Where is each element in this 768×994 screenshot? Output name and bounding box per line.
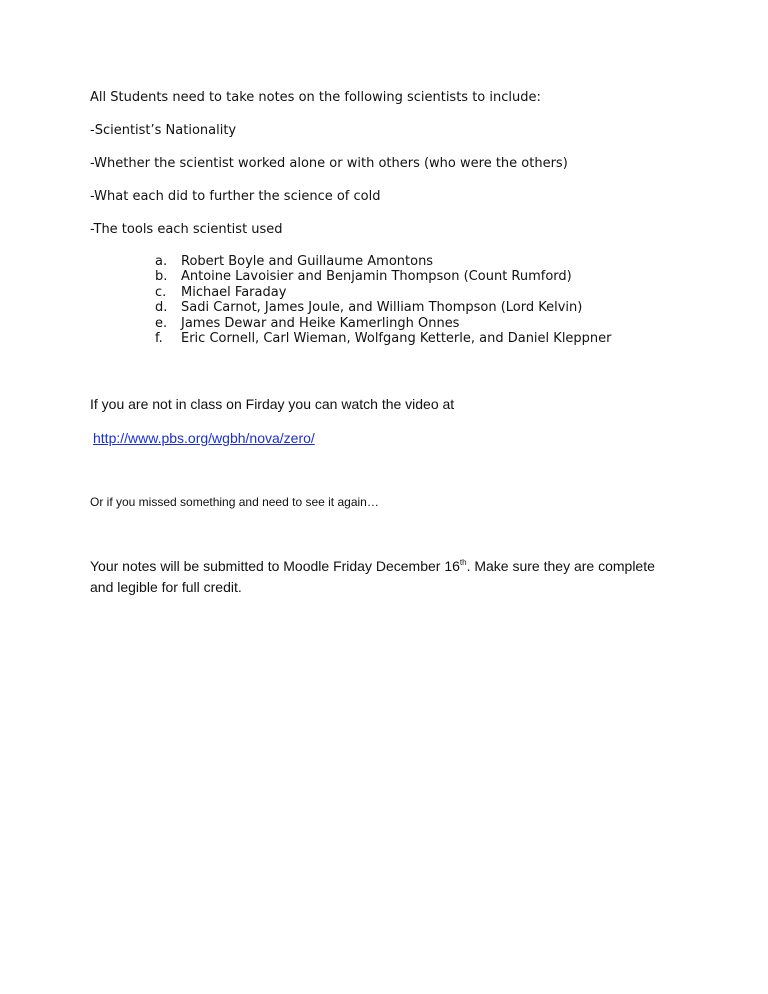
list-item-text: Sadi Carnot, James Joule, and William Thompson (Lord Kelvin)	[181, 300, 583, 316]
missed-note: Or if you missed something and need to see it again…	[90, 495, 379, 509]
list-marker: c.	[155, 284, 167, 300]
list-item	[155, 300, 612, 315]
list-item-text: James Dewar and Heike Kamerlingh Onnes	[181, 315, 460, 331]
list-marker: d.	[155, 300, 168, 316]
submission-text-continued: . Make sure they are complete and legible for full credit.	[90, 558, 655, 595]
intro-text: All Students need to take notes on the following scientists to include:	[90, 90, 541, 105]
list-marker: e.	[155, 315, 168, 331]
requirement-tools: -The tools each scientist used	[90, 222, 283, 237]
list-item	[155, 285, 612, 300]
list-marker: f.	[155, 330, 163, 346]
list-item	[155, 269, 612, 284]
video-link[interactable]: http://www.pbs.org/wgbh/nova/zero/	[93, 430, 315, 446]
submission-text: Your notes will be submitted to Moodle Friday December 16	[90, 558, 460, 574]
submission-paragraph	[90, 556, 680, 598]
list-item	[155, 254, 612, 269]
list-marker: b.	[155, 269, 168, 285]
ordinal-suffix: th	[459, 558, 467, 567]
list-item	[155, 316, 612, 331]
list-item	[155, 331, 612, 346]
requirement-nationality: -Scientist’s Nationality	[90, 123, 237, 138]
requirement-contribution: -What each did to further the science of cold	[90, 189, 381, 204]
list-item-text: Michael Faraday	[181, 284, 287, 300]
scientist-list	[155, 254, 612, 346]
requirement-collaboration: -Whether the scientist worked alone or with others (who were the others)	[90, 156, 568, 171]
absent-note: If you are not in class on Firday you can watch the video at	[90, 396, 455, 412]
list-item-text: Eric Cornell, Carl Wieman, Wolfgang Ketterle, and Daniel Kleppner	[181, 330, 612, 346]
list-item-text: Robert Boyle and Guillaume Amontons	[181, 254, 434, 269]
list-item-text: Antoine Lavoisier and Benjamin Thompson (Count Rumford)	[181, 269, 572, 285]
list-marker: a.	[155, 254, 168, 269]
